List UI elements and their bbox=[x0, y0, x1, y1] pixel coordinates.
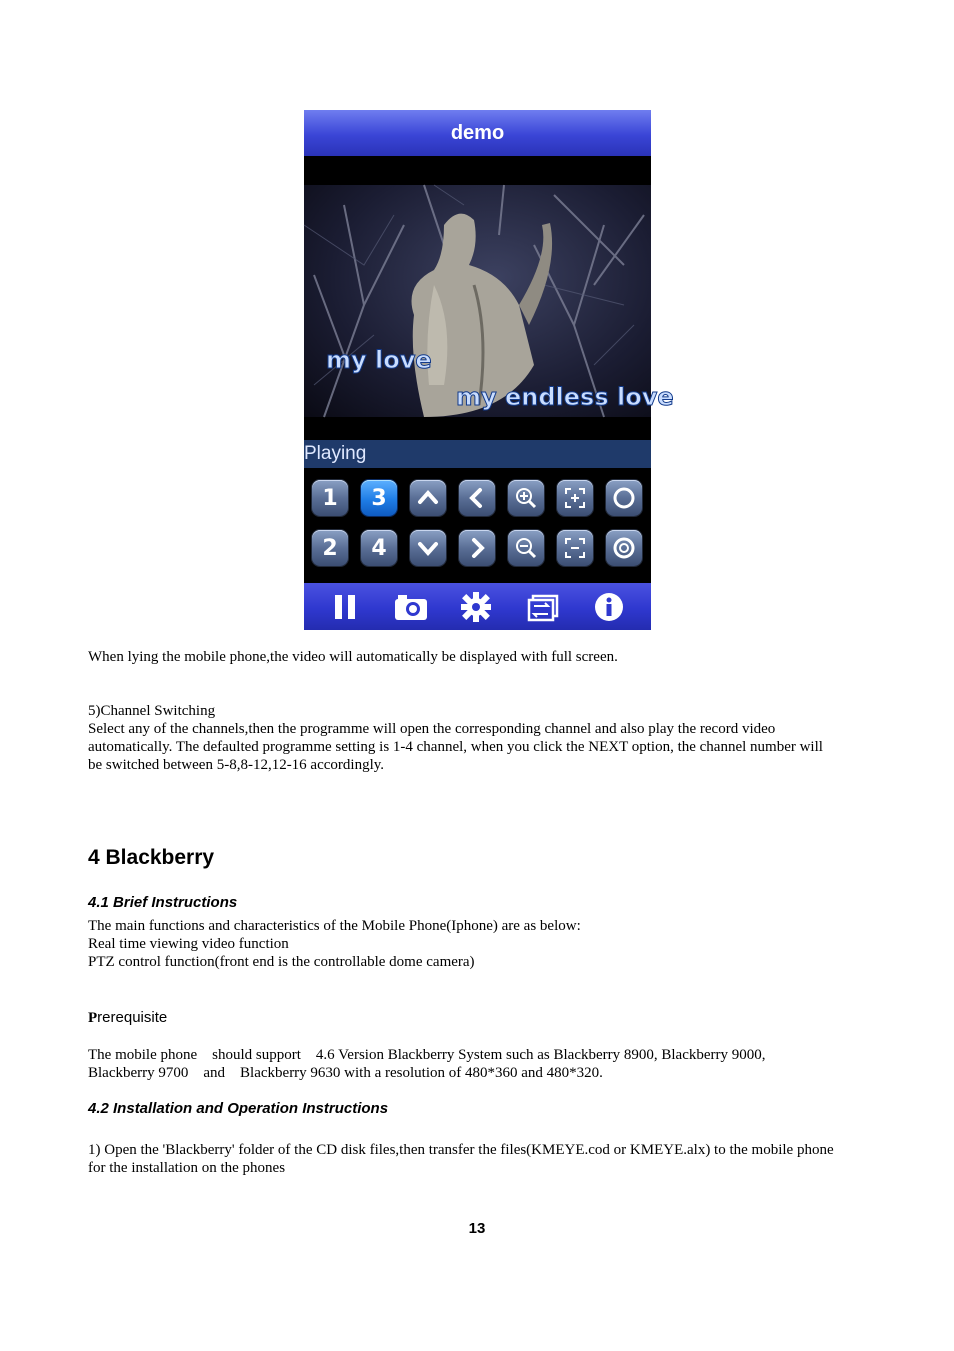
down-icon[interactable] bbox=[410, 530, 446, 566]
app-screenshot bbox=[304, 110, 674, 630]
channel-button-1[interactable]: 1 bbox=[312, 480, 348, 516]
screenshot-caption: When lying the mobile phone,the video will automatically be displayed with full screen. bbox=[88, 649, 618, 665]
focus-out-icon[interactable] bbox=[557, 530, 593, 566]
iris-close-icon[interactable] bbox=[606, 530, 642, 566]
zoom-out-icon[interactable] bbox=[508, 530, 544, 566]
page-number: 13 bbox=[468, 1220, 486, 1237]
channel-switching-text-1: Select any of the channels,then the programme will open the corresponding channel and also play the record video bbox=[88, 721, 776, 737]
channel-switching-text-2: automatically. The defaulted programme setting is 1-4 channel, when you click the NEXT option, the channel number will bbox=[88, 739, 823, 755]
camera-icon[interactable] bbox=[393, 592, 429, 622]
bottom-toolbar bbox=[304, 583, 651, 630]
prerequisite-text-2: Blackberry 9700 and Blackberry 9630 with a resolution of 480*360 and 480*320. bbox=[88, 1065, 603, 1081]
up-icon[interactable] bbox=[410, 480, 446, 516]
switch-icon[interactable] bbox=[527, 592, 559, 622]
gear-icon[interactable] bbox=[461, 592, 491, 622]
video-view bbox=[304, 185, 674, 417]
prerequisite-initial: P bbox=[88, 1010, 98, 1026]
channel-button-3[interactable]: 3 bbox=[361, 480, 397, 516]
section-heading: 4 Blackberry bbox=[88, 846, 215, 869]
left-icon[interactable] bbox=[459, 480, 495, 516]
channel-switching-text-3: be switched between 5-8,8-12,12-16 accordingly. bbox=[88, 757, 385, 773]
channel-button-4[interactable]: 4 bbox=[361, 530, 397, 566]
status-bar: Playing bbox=[304, 440, 651, 468]
subsection-heading-installation: 4.2 Installation and Operation Instructions bbox=[88, 1100, 389, 1117]
prerequisite-rest: rerequisite bbox=[97, 1009, 168, 1026]
right-icon[interactable] bbox=[459, 530, 495, 566]
install-line-2: for the installation on the phones bbox=[88, 1160, 286, 1176]
overlay-line-1: my love bbox=[326, 346, 432, 374]
channel-button-2[interactable]: 2 bbox=[312, 530, 348, 566]
pause-icon[interactable] bbox=[330, 592, 360, 622]
subsection-heading-brief: 4.1 Brief Instructions bbox=[88, 894, 238, 911]
focus-in-icon[interactable] bbox=[557, 480, 593, 516]
info-icon[interactable] bbox=[594, 592, 624, 622]
prerequisite-heading bbox=[88, 1009, 167, 1027]
overlay-line-2: my endless love bbox=[456, 383, 674, 411]
brief-line-1: The main functions and characteristics of the Mobile Phone(Iphone) are as below: bbox=[88, 918, 581, 934]
brief-line-3: PTZ control function(front end is the controllable dome camera) bbox=[88, 954, 475, 970]
brief-line-2: Real time viewing video function bbox=[88, 936, 289, 952]
channel-switching-heading: 5)Channel Switching bbox=[88, 703, 216, 719]
iris-open-icon[interactable] bbox=[606, 480, 642, 516]
install-line-1: 1) Open the 'Blackberry' folder of the CD disk files,then transfer the files(KMEYE.cod or KMEYE.alx) to the mobile phone bbox=[88, 1142, 834, 1158]
zoom-in-icon[interactable] bbox=[508, 480, 544, 516]
video-frame-image bbox=[304, 185, 674, 417]
app-title: demo bbox=[304, 110, 651, 156]
prerequisite-text-1: The mobile phone should support 4.6 Version Blackberry System such as Blackberry 8900, Blackberry 9000, bbox=[88, 1047, 766, 1063]
